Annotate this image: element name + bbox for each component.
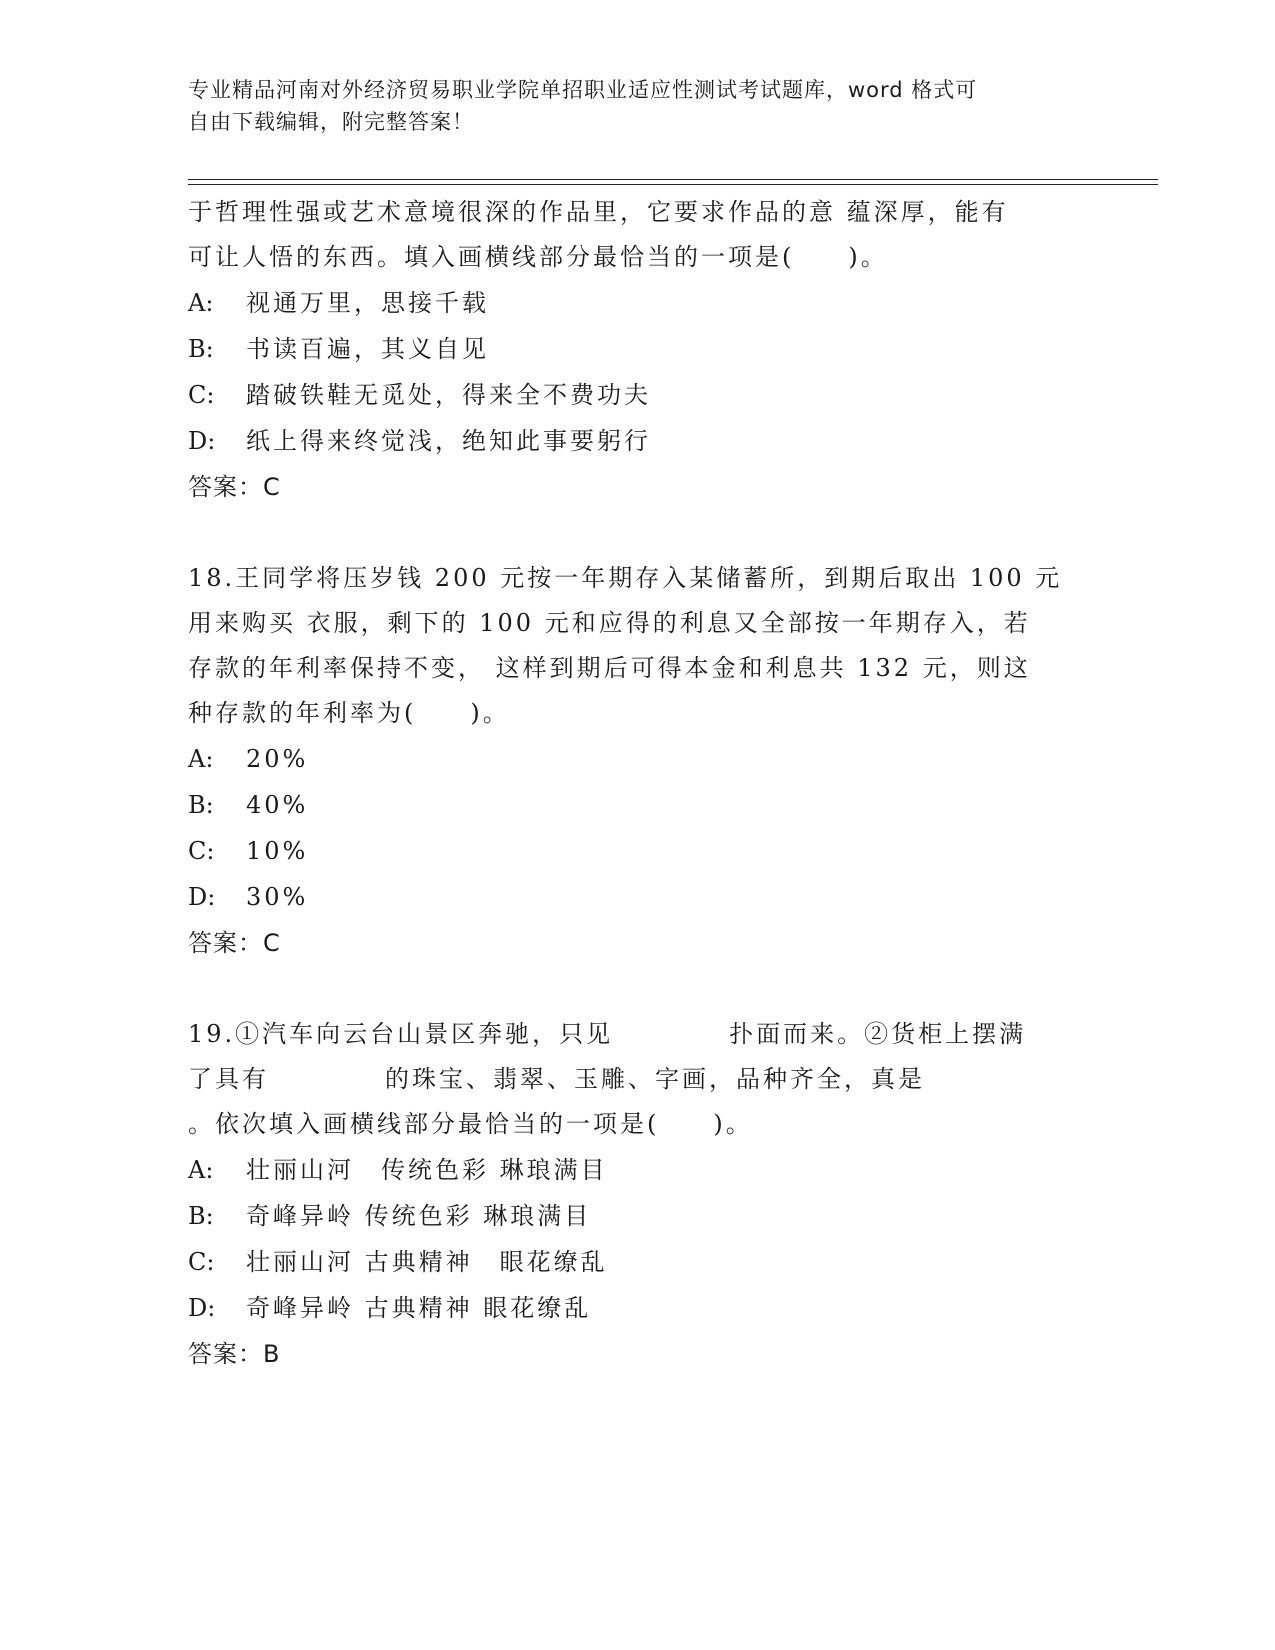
- option-b: [188, 326, 1088, 372]
- option-text: 奇峰异岭 古典精神 眼花缭乱: [246, 1294, 592, 1322]
- option-text: 20%: [246, 745, 309, 773]
- question-18: [188, 556, 1088, 966]
- answer: 答案：C: [188, 473, 281, 501]
- option-c: [188, 372, 1088, 418]
- option-text: 书读百遍，其义自见: [246, 335, 489, 363]
- question-text-line: 18.王同学将压岁钱 200 元按一年期存入某储蓄所，到期后取出 100 元: [188, 564, 1063, 592]
- option-letter: C:: [188, 837, 215, 865]
- option-a: [188, 736, 1088, 782]
- option-text: 10%: [246, 837, 309, 865]
- question-17: [188, 190, 1088, 510]
- option-letter: B:: [188, 1202, 214, 1230]
- option-letter: A:: [188, 289, 214, 317]
- option-text: 踏破铁鞋无觅处，得来全不费功夫: [246, 381, 651, 409]
- option-letter: A:: [188, 1156, 214, 1184]
- option-letter: B:: [188, 791, 214, 819]
- answer: 答案：B: [188, 1340, 281, 1368]
- header-line-2: 自由下载编辑，附完整答案！: [188, 110, 474, 134]
- question-text-segment: 的珠宝、翡翠、玉雕、字画，品种齐全，真是: [385, 1065, 925, 1093]
- option-text: 纸上得来终觉浅，绝知此事要躬行: [246, 427, 651, 455]
- question-text-segment: 扑面而来。②货柜上摆满: [729, 1020, 1027, 1048]
- option-c: [188, 828, 1088, 874]
- option-d: [188, 1285, 1088, 1331]
- option-letter: D:: [188, 883, 216, 911]
- header-divider-top: [188, 179, 1158, 180]
- question-text-line: [188, 1057, 1088, 1102]
- question-text-line: 。依次填入画横线部分最恰当的一项是( )。: [188, 1110, 753, 1138]
- question-text-line: 于哲理性强或艺术意境很深的作品里，它要求作品的意 蕴深厚，能有: [188, 198, 1009, 226]
- option-text: 壮丽山河 古典精神 眼花缭乱: [246, 1248, 608, 1276]
- option-letter: D:: [188, 427, 216, 455]
- option-a: [188, 1147, 1088, 1193]
- option-d: [188, 874, 1088, 920]
- question-text-line: [188, 1012, 1088, 1057]
- option-letter: C:: [188, 1248, 215, 1276]
- option-text: 40%: [246, 791, 309, 819]
- header-line-1: 专业精品河南对外经济贸易职业学院单招职业适应性测试考试题库，word 格式可: [188, 78, 978, 102]
- option-letter: B:: [188, 335, 214, 363]
- option-text: 30%: [246, 883, 309, 911]
- spacer: [188, 510, 1088, 556]
- option-text: 视通万里，思接千载: [246, 289, 489, 317]
- document-header: [188, 74, 1068, 138]
- option-b: [188, 1193, 1088, 1239]
- question-text-line: 种存款的年利率为( )。: [188, 699, 510, 727]
- option-b: [188, 782, 1088, 828]
- header-divider-bottom: [188, 184, 1158, 185]
- option-letter: D:: [188, 1294, 216, 1322]
- answer: 答案：C: [188, 929, 281, 957]
- spacer: [188, 966, 1088, 1012]
- question-text-segment: 19.①汽车向云台山景区奔驰，只见: [188, 1020, 614, 1048]
- question-text-line: 可让人悟的东西。填入画横线部分最恰当的一项是( )。: [188, 243, 888, 271]
- option-text: 奇峰异岭 传统色彩 琳琅满目: [246, 1202, 592, 1230]
- question-text-segment: 了具有: [188, 1065, 269, 1093]
- document-body: [188, 190, 1088, 1377]
- question-19: [188, 1012, 1088, 1377]
- question-text-line: 用来购买 衣服，剩下的 100 元和应得的利息又全部按一年期存入，若: [188, 609, 1031, 637]
- option-c: [188, 1239, 1088, 1285]
- option-d: [188, 418, 1088, 464]
- option-letter: C:: [188, 381, 215, 409]
- option-text: 壮丽山河 传统色彩 琳琅满目: [246, 1156, 608, 1184]
- option-a: [188, 280, 1088, 326]
- question-text-line: 存款的年利率保持不变， 这样到期后可得本金和利息共 132 元，则这: [188, 654, 1031, 682]
- option-letter: A:: [188, 745, 214, 773]
